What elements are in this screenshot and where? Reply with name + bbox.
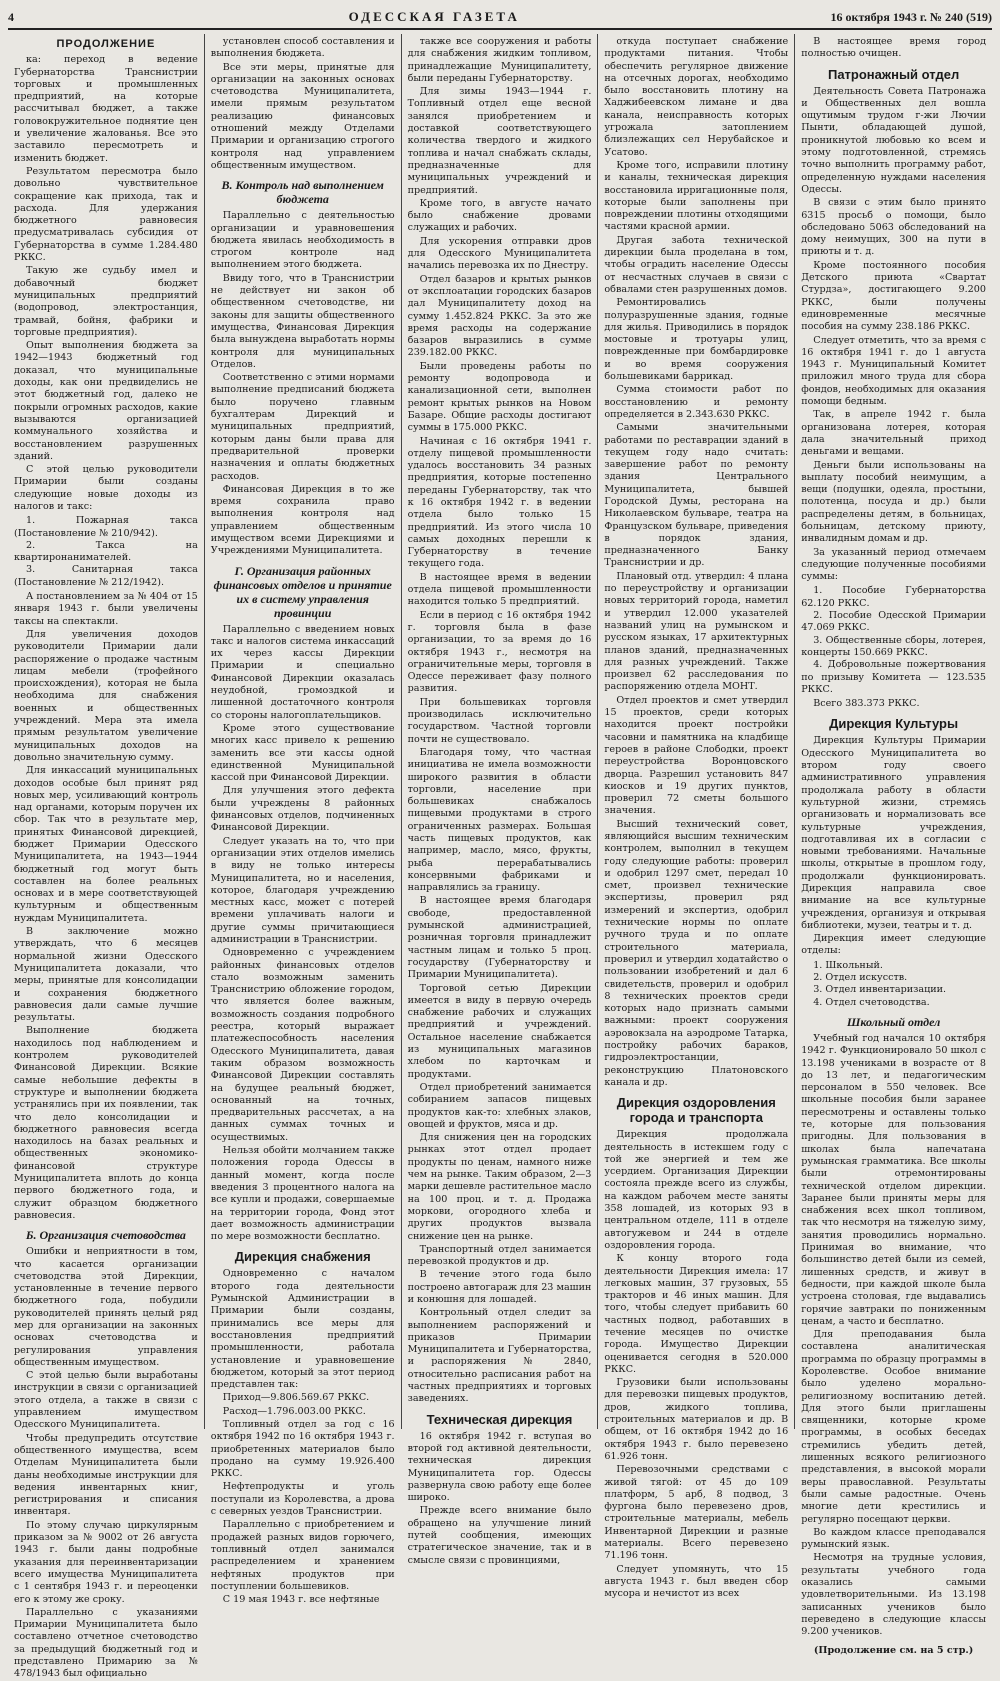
list-item: 3. Общественные сборы, лотерея, концерты 150.669 РККС. [801, 634, 986, 658]
subsection-heading: В. Контроль над выполнением бюджета [221, 178, 384, 207]
list-item: 3. Отдел инвентаризации. [813, 984, 947, 996]
departments-list [801, 960, 986, 1009]
list-item: 3. Санитарная такса (Постановление № 212/1942). [14, 564, 198, 588]
paragraph: Параллельно с деятельностью организации и уравновешения бюджета явилась необходимость в строгом контроле над выполнением этого бюджета. [210, 210, 395, 271]
section-heading: ПРОДОЛЖЕНИЕ [56, 38, 156, 50]
paragraph: Соответственно с этими нормами выполнение предписаний бюджета было поручено главным бухгалтерам Дирекций и муниципальных предприятий, которым даны были права для предварительной проверки назначения и оплаты бюджетных расходов. [210, 372, 395, 482]
paragraph: Одновременно с учреждением районных финансовых отделов стало возможным заменить Транснистрию обложение городом, что является более важным, возможность создания подробного реестра, который выражает платежеспособность населения Одесского Муниципалитета, давая таким образом возможность Финансовой Дирекции составлять на будущее реальный бюджет, основанный на точных, предварительных рассчетах, а на данных суммах точных и осуществимых. [210, 947, 395, 1143]
section-heading: Техническая дирекция [426, 1411, 573, 1427]
paragraph: Для ускорения отправки дров для Одесского Муниципалитета начались перевозка их по Днестру. [407, 235, 592, 272]
paragraph: Параллельно с введением новых такс и налогов система инкассаций их через кассы Дирекции Примарии и специально Финансовой Дирекции оказалась неудобной, громоздкой и лишенной достаточного контроля со стороны налогоплательщиков. [210, 623, 395, 721]
section-heading: Патронажный отдел [827, 66, 960, 82]
list-item: 2. Пособие Одесской Примарии 47.069 РККС. [801, 610, 986, 634]
paragraph: В заключение можно утверждать, что 6 месяцев нормальной жизни Одесского Муниципалитета доказали, что меры, принятые для консолидации и сохранения бюджетного равновесия дали самые лучшие результаты. [14, 926, 198, 1024]
paragraph: В настоящее время город полностью очищен. [801, 36, 986, 60]
income-line: Приход—9.806.569.67 РККС. [222, 1392, 370, 1404]
paragraph: Грузовики были использованы для перевозки пищевых продуктов, дров, жидкого топлива, строительных материалов и др. В общем, от 16 октября 1942 до 16 октября 1943 г. было перевезено 61.926 тонн. [604, 1377, 789, 1462]
paragraph: Выполнение бюджета находилось под наблюдением и контролем руководителей Финансовой Дирекции. Всякие самые небольшие дефекты в структуре и выполнении бюджета устранялись при их появлении, так что дело консолидации и бюджетного равновесия всегда находилось на базах реальных и общественных экономико-финансовой структуре Муниципалитета вплоть до конца первого бюджетного года, и служит образцом бюджетного равновесия. [14, 1025, 198, 1221]
issue-date: 16 октября 1943 г. № 240 (519) [830, 9, 992, 24]
list-item: 1. Пособие Губернаторства 62.120 РККС. [801, 585, 986, 609]
paragraph: Результатом пересмотра было довольно чувствительное сокращение как прихода, так и расхода. Для удержания бюджетного равновесия предусматривалась субсидия от Губернаторства в сумме 1.284.480 РККС. [14, 165, 198, 264]
column-3 [402, 34, 599, 1566]
list-item: 1. Пожарная такса (Постановление № 210/942). [14, 515, 198, 539]
continued-note: (Продолжение см. на 5 стр.) [813, 1644, 974, 1656]
paragraph: Самыми значительными работами по реставрации зданий в текущем году надо считать: завершение работ по ремонту здания Центрального Муниципалитета, бывшей Городской Думы, ресторана на Николаевском бульваре, театра на Французском бульваре, приведения в порядок здания, предназначенного Банку Транснистрии и др. [604, 422, 789, 569]
paragraph: также все сооружения и работы для снабжения жидким топливом, принадлежащие Муниципалитету, были переданы Губернаторству. [407, 36, 592, 84]
paragraph: Ошибки и неприятности в том, что касается организации счетоводства этой Дирекции, установленные в течение первого бюджетного года, побудили руководителей принять целый ряд мер для организации на законных основах счетоводства и регулирования управления общественным имуществом. [14, 1246, 198, 1368]
list-item: 4. Добровольные пожертвования по призыву Комитета — 123.535 РККС. [801, 659, 986, 695]
paragraph: Чтобы предупредить отсутствие общественного имущества, всем Отделам Муниципалитета были даны необходимые инструкции для ведения инвентарных книг, регистрирования и списания инвентаря. [14, 1432, 198, 1518]
paragraph: Другая забота технической дирекции была проделана в том, чтобы оградить население Одессы от несчастных случаев в связи с обвалами стен разрушенных домов. [604, 234, 789, 295]
paragraph: С 19 мая 1943 г. все нефтяные [222, 1594, 380, 1606]
paragraph: Контрольный отдел следит за выполнением распоряжений и приказов Примарии Муниципалитета и Губернаторства, и распоряжения № 2840, относительно расписания работ на частных предприятиях и торговых заведениях. [407, 1307, 592, 1405]
paragraph: Опыт выполнения бюджета за 1942—1943 бюджетный год доказал, что муниципальные доходы, как они предвиделись не этот бюджетный год, далеко не покрыли огромных расходов, какие вызываются организацией коммунального хозяйства и восстановлением разрушенных зданий. [14, 340, 198, 462]
paragraph: Транспортный отдел занимается перевозкой продуктов и др. [407, 1243, 592, 1268]
paragraph: В настоящее время благодаря свободе, предоставленной румынской администрацией, розничная торговля принадлежит частным лицам и только 5 проц. государству (Губернаторству и Примарии Муниципалитета). [407, 895, 592, 981]
paragraph: Для инкассаций муниципальных доходов особые был принят ряд новых мер, усиливающий контроль над органами, которым поручен их сбор. Так что в результате мер, принятых Финансовой дирекцией, бюджет Примарии Одесского Муниципалитета, на 1943—1944 бюджетный год могут быть составлен на более реальных основах и в мере соответствующей культурным и общественным нуждам Муниципалитета. [14, 765, 198, 924]
paragraph: Для увеличения доходов руководители Примарии дали распоряжение о продаже частным лицам мебели (трофейного происхождения), которая не была необходима для снабжения военных и общественных учреждений. Мера эта имела прямым результатом увеличение муниципальных доходов на довольно значительную сумму. [14, 628, 198, 763]
paragraph: ка: переход в ведение Губернаторства Транснистрии торговых и промышленных предприятий, на которые рассчитывал бюджет, а также головокружительное поднятие цен и увеличение жалованья. Все это заставило пересмотреть и изменить бюджет. [14, 54, 198, 164]
paragraph: С этой целью были выработаны инструкции в связи с организацией этого отдела, а также в связи с управлением имуществом Одесского Муниципалитета. [14, 1370, 198, 1431]
newspaper-title: ОДЕССКАЯ ГАЗЕТА [348, 9, 520, 24]
paragraph: Параллельно с приобретением и продажей разных видов горючего, топливный отдел занимался распределением и хранением нефтяных продуктов при поступлении большевиков. [210, 1519, 395, 1592]
paragraph: откуда поступает снабжение продуктами питания. Чтобы обеспечить регулярное движение на отсечных дорогах, необходимо было восстановить плотину на Хаджибеевском лимане и два канала, неисправность которых угрожала затоплением близлежащих сел Нерубайское и Усатово. [604, 36, 789, 158]
paragraph: установлен способ составления и выполнения бюджета. [210, 36, 395, 60]
paragraph: Кроме постоянного пособия Детского приюта «Свартат Стурдза», достигающего 9.200 РККС, были получены единовременные месячные пособия на сумму 238.186 РККС. [801, 259, 986, 333]
paragraph: Деятельность Совета Патронажа и Общественных дел вошла ощутимым трудом г-жи Лючии Пынти, обладающей душой, проникнутой любовью ко всем и этому подготовленной, стремясь точно выполнить программу работ, определенную нуждами населения Одессы. [801, 85, 986, 195]
paragraph: Дирекция имеет следующие отделы: [801, 933, 986, 957]
paragraph: Одновременно с началом второго года деятельности Румынской Администрации в Примарии были созданы, принимались все меры для восстановления предприятий промышленности, работала установление и уравновешение бюджетом, который за этот период представлен так: [210, 1268, 395, 1391]
paragraph: Нельзя обойти молчанием также положения города Одессы в данный момент, когда после введения 3 процентного налога на все купли и продажи, совершаемые на территории города, Фонд этот дает возможность администрации по мере возможности бесплатно. [210, 1145, 395, 1243]
paragraph: Высший технический совет, являющийся высшим техническим контролем, выполнил в текущем году следующие работы: проверил и одобрил 1297 смет, передал 10 смет, произвел технические экспертизы, проверил ряд измерений и экспертиз, одобрил технические нормы по оплате ручного труда и по оплате строительного материала, проверил и утвердил ходатайство о пользовании изобретений и дал 6 свидетельств, проверил и одобрил 8 технических проектов среди которых надо признать самыми важными: проект сооружения аэровокзала на аэродроме Татарка, постройку рабочих бараков, гидроэлектростанции, реконструкцию Платоновского канала и др. [604, 818, 789, 1088]
paragraph: Для зимы 1943—1944 г. Топливный отдел еще весной занялся приобретением и доставкой соответствующего количества твердого и жидкого топлива и начал снабжать склады, предназначенные для муниципальных учреждений и предприятий. [407, 86, 592, 196]
column-2 [205, 34, 402, 1606]
paragraph: С этой целью руководители Примарии были созданы следующие новые доходы из налогов и такс: [14, 464, 198, 512]
subsection-heading: Б. Организация счетоводства [25, 1228, 186, 1243]
paragraph: Отдел приобретений занимается собиранием запасов пищевых продуктов как-то: хлебных злаков, овощей и фруктов, мяса и др. [407, 1081, 592, 1130]
paragraph: Все эти меры, принятые для организации на законных основах счетоводства Муниципалитета, имели прямым результатом реализацию финансовых отношений между Отделами Примарии и организацию строгого контроля над управлением общественным имуществом. [210, 61, 395, 171]
columns [8, 34, 992, 1680]
paragraph: Для снижения цен на городских рынках этот отдел продает продукты по ценам, намного ниже чем на рынке. Таким образом, 2—3 марки дешевле растительное масло на 100 проц. и т. д. Продажа моркови, огородного хлеба и других продуктов вызвала снижение цен на рынке. [407, 1132, 592, 1242]
paragraph: Деньги были использованы на выплату пособий неимущим, а вещи (подушки, одеяла, простыни, полотенца, посуда и др.) были распределены детям, в больницах, больницам, детскому приюту, инвалидным домам и др. [801, 459, 986, 545]
paragraph: Начиная с 16 октября 1941 г. отделу пищевой промышленности удалось восстановить 34 разных предприятия, которые постепенно переданы Губернаторству, так что к 16 октября 1942 г. в ведении отдела было только 15 предприятий. Из этого числа 10 самых доходных перешли к Губернаторству в течение текущего года. [407, 435, 592, 570]
expense-line: Расход—1.796.003.00 РККС. [222, 1405, 366, 1417]
column-1 [8, 34, 205, 1680]
paragraph: В течение этого года было построено автогараж для 23 машин и конюшня для лошадей. [407, 1269, 592, 1305]
paragraph: Для улучшения этого дефекта были учреждены 8 районных финансовых отделов, подчиненных Финансовой Дирекции. [210, 785, 395, 834]
paragraph: Дирекция продолжала деятельность в истекшем году с той же энергией и тем же усердием. Организация Дирекции состояла прежде всего из службы, на каждом рабочем месте заняты 358 лошадей, из которых 93 в центральном отделе, 111 в отделе автогужевом и 244 в отделе оздоровления города. [604, 1129, 789, 1251]
total-line: Всего 383.373 РККС. [813, 698, 920, 710]
paragraph: Кроме этого существование многих касс привело к решению заменить все эти кассы одной единственной Муниципальной кассой при Финансовой Дирекции. [210, 722, 395, 784]
section-heading: Дирекция снабжения [234, 1249, 371, 1265]
paragraph: К концу второго года деятельности Дирекция имела: 17 легковых машин, 37 грузовых, 55 тракторов и 46 иных машин. Для того, чтобы следует прибавить 60 частных подвод, работавших в течение месяцев по очистке города. Имущество Дирекции оценивается сегодня в 520.000 РККС. [604, 1253, 789, 1375]
funds-list [801, 585, 986, 696]
masthead [8, 6, 992, 30]
paragraph: Параллельно с указаниями Примарии Муниципалитета было составлено отчетное счетоводство за предыдущий бюджетный год и представлено Примарию за № 478/1943 был официально [14, 1606, 198, 1680]
paragraph: Топливный отдел за год с 16 октября 1942 по 16 октября 1943 г. приобретенных материалов было продано на сумму 19.926.400 РККС. [210, 1418, 395, 1480]
paragraph: Плановый отд. утвердил: 4 плана по переустройству и организации новых территорий города, наметил и утвердил 12.000 указателей названий улиц на румынском и русском языках, 17 архитектурных планов зданий, предназначенных для разных учреждений. Также произвел 62 расследования по распоряжению отдела МОНТ. [604, 570, 789, 693]
list-item: 1. Школьный. [813, 959, 883, 971]
paragraph: Прежде всего внимание было обращено на улучшение линий путей сообщения, имеющих стратегическое значение, так и в смысле связи с провинциями, [407, 1505, 592, 1566]
list-item: 4. Отдел счетоводства. [813, 996, 930, 1008]
paragraph: Дирекция Культуры Примарии Одесского Муниципалитета во втором году своего административного управления продолжала работу в области культурной жизни, стремясь организовать и нормализовать все культурные учреждения, подготавливая их в согласии с новыми требованиями. Начальные школы, открытые в прошлом году, продолжали функционировать. Дирекция направила свое внимание на все культурные учреждения, организуя и открывая библиотеки, музеи, театры и т. д. [801, 735, 986, 931]
paragraph: Такую же судьбу имел и добавочный бюджет муниципальных предприятий (водопровод, электростанция, трамвай, бойня, фабрики и торговые предприятия). [14, 265, 198, 338]
paragraph: Финансовая Дирекция в то же время сохранила право выполнения контроля над управлением общественным имуществом всеми Дирекциями и Учреждениями Муниципалитета. [210, 483, 395, 557]
page-number: 4 [8, 9, 14, 24]
paragraph: А постановлением за № 404 от 15 января 1943 г. были увеличены таксы на спектакли. [14, 591, 198, 627]
paragraph: Следует упомянуть, что 15 августа 1943 г. был введен сбор мусора и нечистот из всех [604, 1563, 789, 1600]
paragraph: При большевиках торговля производилась исключительно государством. Частной торговли почти не существовало. [407, 696, 592, 745]
paragraph: Если в период с 16 октября 1942 г. торговля была в фазе организации, то за время до 16 октября 1943 г., несмотря на ограничительные меры, торговля в Одессе переживает фазу полного развития. [407, 609, 592, 695]
paragraph: Следует указать на то, что при организации этих отделов имелись в виду не только интересы Муниципалитета, но и населения, которое, благодаря учреждению местных касс, может с потерей времени уплачивать налоги и другие суммы причитающиеся администрации в Транснистрии. [210, 835, 395, 945]
paragraph: Кроме того, исправили плотину и каналы, техническая дирекция восстановила ирригационные поля, которые были заполнены при повреждении плотины отходящими частями красной армии. [604, 159, 789, 233]
tax-list [14, 515, 198, 589]
paragraph: Торговой сетью Дирекции имеется в виду в первую очередь снабжение рабочих и служащих предприятий и учреждений. Остальное население снабжается из муниципальных магазинов хлебом по карточкам и продуктами. [407, 982, 592, 1080]
subsection-heading: Г. Организация районных финансовых отделов и принятие их в систему управления провинции [213, 563, 392, 620]
subsection-heading: Школьный отдел [846, 1014, 941, 1029]
list-item: 2. Такса на квартиронанимателей. [14, 539, 198, 564]
list-item: 2. Отдел искусств. [813, 972, 908, 984]
section-heading: Дирекция Культуры [829, 716, 959, 732]
paragraph: Перевозочными средствами с живой тягой: от 45 до 109 платформ, 5 арб, 8 подвод, 3 фургона было перевезено дров, строительные материалы, мебель Инвентарной Дирекции и разные материалы. Всего перевезено 71.196 тонн. [604, 1464, 789, 1562]
paragraph: Во каждом классе преподавался румынский язык. [801, 1526, 986, 1551]
column-5 [795, 34, 992, 1656]
column-4 [598, 34, 795, 1600]
paragraph: Учебный год начался 10 октября 1942 г. Функционировало 50 школ с 13.198 учениками в возрасте от 8 до 13 лет, и педагогическим персоналом в 550 человек. Все школьные пособия были заранее пересмотрены и оставлены только те, которые для пользования пригодны. Для пользования в школах была напечатана румынская грамматика. Все школы были отремонтированы технической отделом дирекции. Заранее были приняты меры для снабжения всех школ топливом, так что несмотря на тяжелую зиму, занятия проводились нормально. Принимая во внимание, что большинство детей были из семей, лишенных средств, и живут в бедности, при каждой школе была устроена столовая, где выдавались горячие завтраки по пониженным ценам, а часто и бесплатно. [801, 1032, 986, 1327]
paragraph: Следует отметить, что за время с 16 октября 1941 г. до 1 августа 1943 г. Муниципальный Комитет приложил много труда для сбора фондов, необходимых для оказания помощи бедным. [801, 334, 986, 408]
paragraph: Благодаря тому, что частная инициатива не имела возможности широкого развития в области торговли, население при большевиках снабжалось пищевыми продуктами в строго ограниченных размерах. Большая часть пищевых продуктов, как например, масло, мясо, фрукты, рыба перерабатывались консервными фабриками и направлялись за границу. [407, 746, 592, 894]
paragraph: 16 октября 1942 г. вступая во второй год активной деятельности, техническая дирекция Муниципалитета гор. Одессы развернула свою работу еще более широко. [407, 1430, 592, 1504]
paragraph: В связи с этим было принято 6315 просьб о помощи, было обследовано 5063 обследований на дому неимущих, 300 на пути в приюты и т. д. [801, 197, 986, 258]
paragraph: Кроме того, в августе начато было снабжение дровами служащих и рабочих. [407, 197, 592, 234]
paragraph: Ремонтировались полуразрушенные здания, годные для жилья. Приводились в порядок мостовые и тротуары улиц, поврежденные при бомбардировке и во время сооружения большевиками баррикад. [604, 297, 789, 383]
paragraph: За указанный период отмечаем следующие полученные пособиями суммы: [801, 546, 986, 583]
paragraph: Для преподавания была составлена аналитическая программа по образцу программы в Королевстве. Особое внимание было уделено морально-религиозному воспитанию детей. Для этого были приглашены священники, которые кроме программы, в особых беседах стремились убедить детей, лишенных всякого религиозного представления, в высокой морали веры православной. Результаты были самые радостные. Очень многие дети крестились и регулярно посещают церкви. [801, 1329, 986, 1525]
paragraph: Были проведены работы по ремонту водопровода и канализационной сети, выполнен ремонт крытых рынков на Новом Базаре. Общие расходы достигают суммы в 175.000 РККС. [407, 360, 592, 434]
paragraph: Отдел базаров и крытых рынков от эксплоатации городских базаров дал Муниципалитету доход на сумму 1.452.824 РККС. За это же время расходы на содержание базаров выразились в сумме 239.182.00 РККС. [407, 273, 592, 359]
section-heading: Дирекция оздоровления города и транспорта [616, 1095, 776, 1126]
paragraph: Нефтепродукты и уголь поступали из Королевства, а дрова с северных уездов Транснистрии. [210, 1481, 395, 1518]
paragraph: Несмотря на трудные условия, результаты учебного года оказались самыми удовлетворительными. Из 13.198 записанных учеников было переведено в следующие классы 9.200 учеников. [801, 1552, 986, 1638]
paragraph: По этому случаю циркулярным приказом за № 9002 от 26 августа 1943 г. были даны подробные указания для переинвентаризации всего имущества Муниципалитета с 1 сентября 1943 г. и переоценки его к этому же сроку. [14, 1519, 198, 1605]
paragraph: Отдел проектов и смет утвердил 15 проектов, среди которых находится проект постройки часовни и памятника на кладбище героев в районе Слободки, проект переустройства Воронцовского дворца. Разрешил установить 847 киосков и 19 других пунктов, проверил 72 сметы большого значения. [604, 694, 789, 817]
paragraph: В настоящее время в ведении отдела пищевой промышленности находится только 5 предприятий. [407, 571, 592, 608]
paragraph: Так, в апреле 1942 г. была организована лотерея, которая дала значительный приход деньгами и вещами. [801, 409, 986, 458]
paragraph: Сумма стоимости работ по восстановлению и ремонту определяется в 2.343.630 РККС. [604, 384, 789, 420]
paragraph: Ввиду того, что в Транснистрии не действует ни закон об общественном счетоводстве, ни законы для защиты общественного имущества, Финансовая Дирекция была вынуждена выработать нормы контроля для муниципальных Отделов. [210, 272, 395, 370]
